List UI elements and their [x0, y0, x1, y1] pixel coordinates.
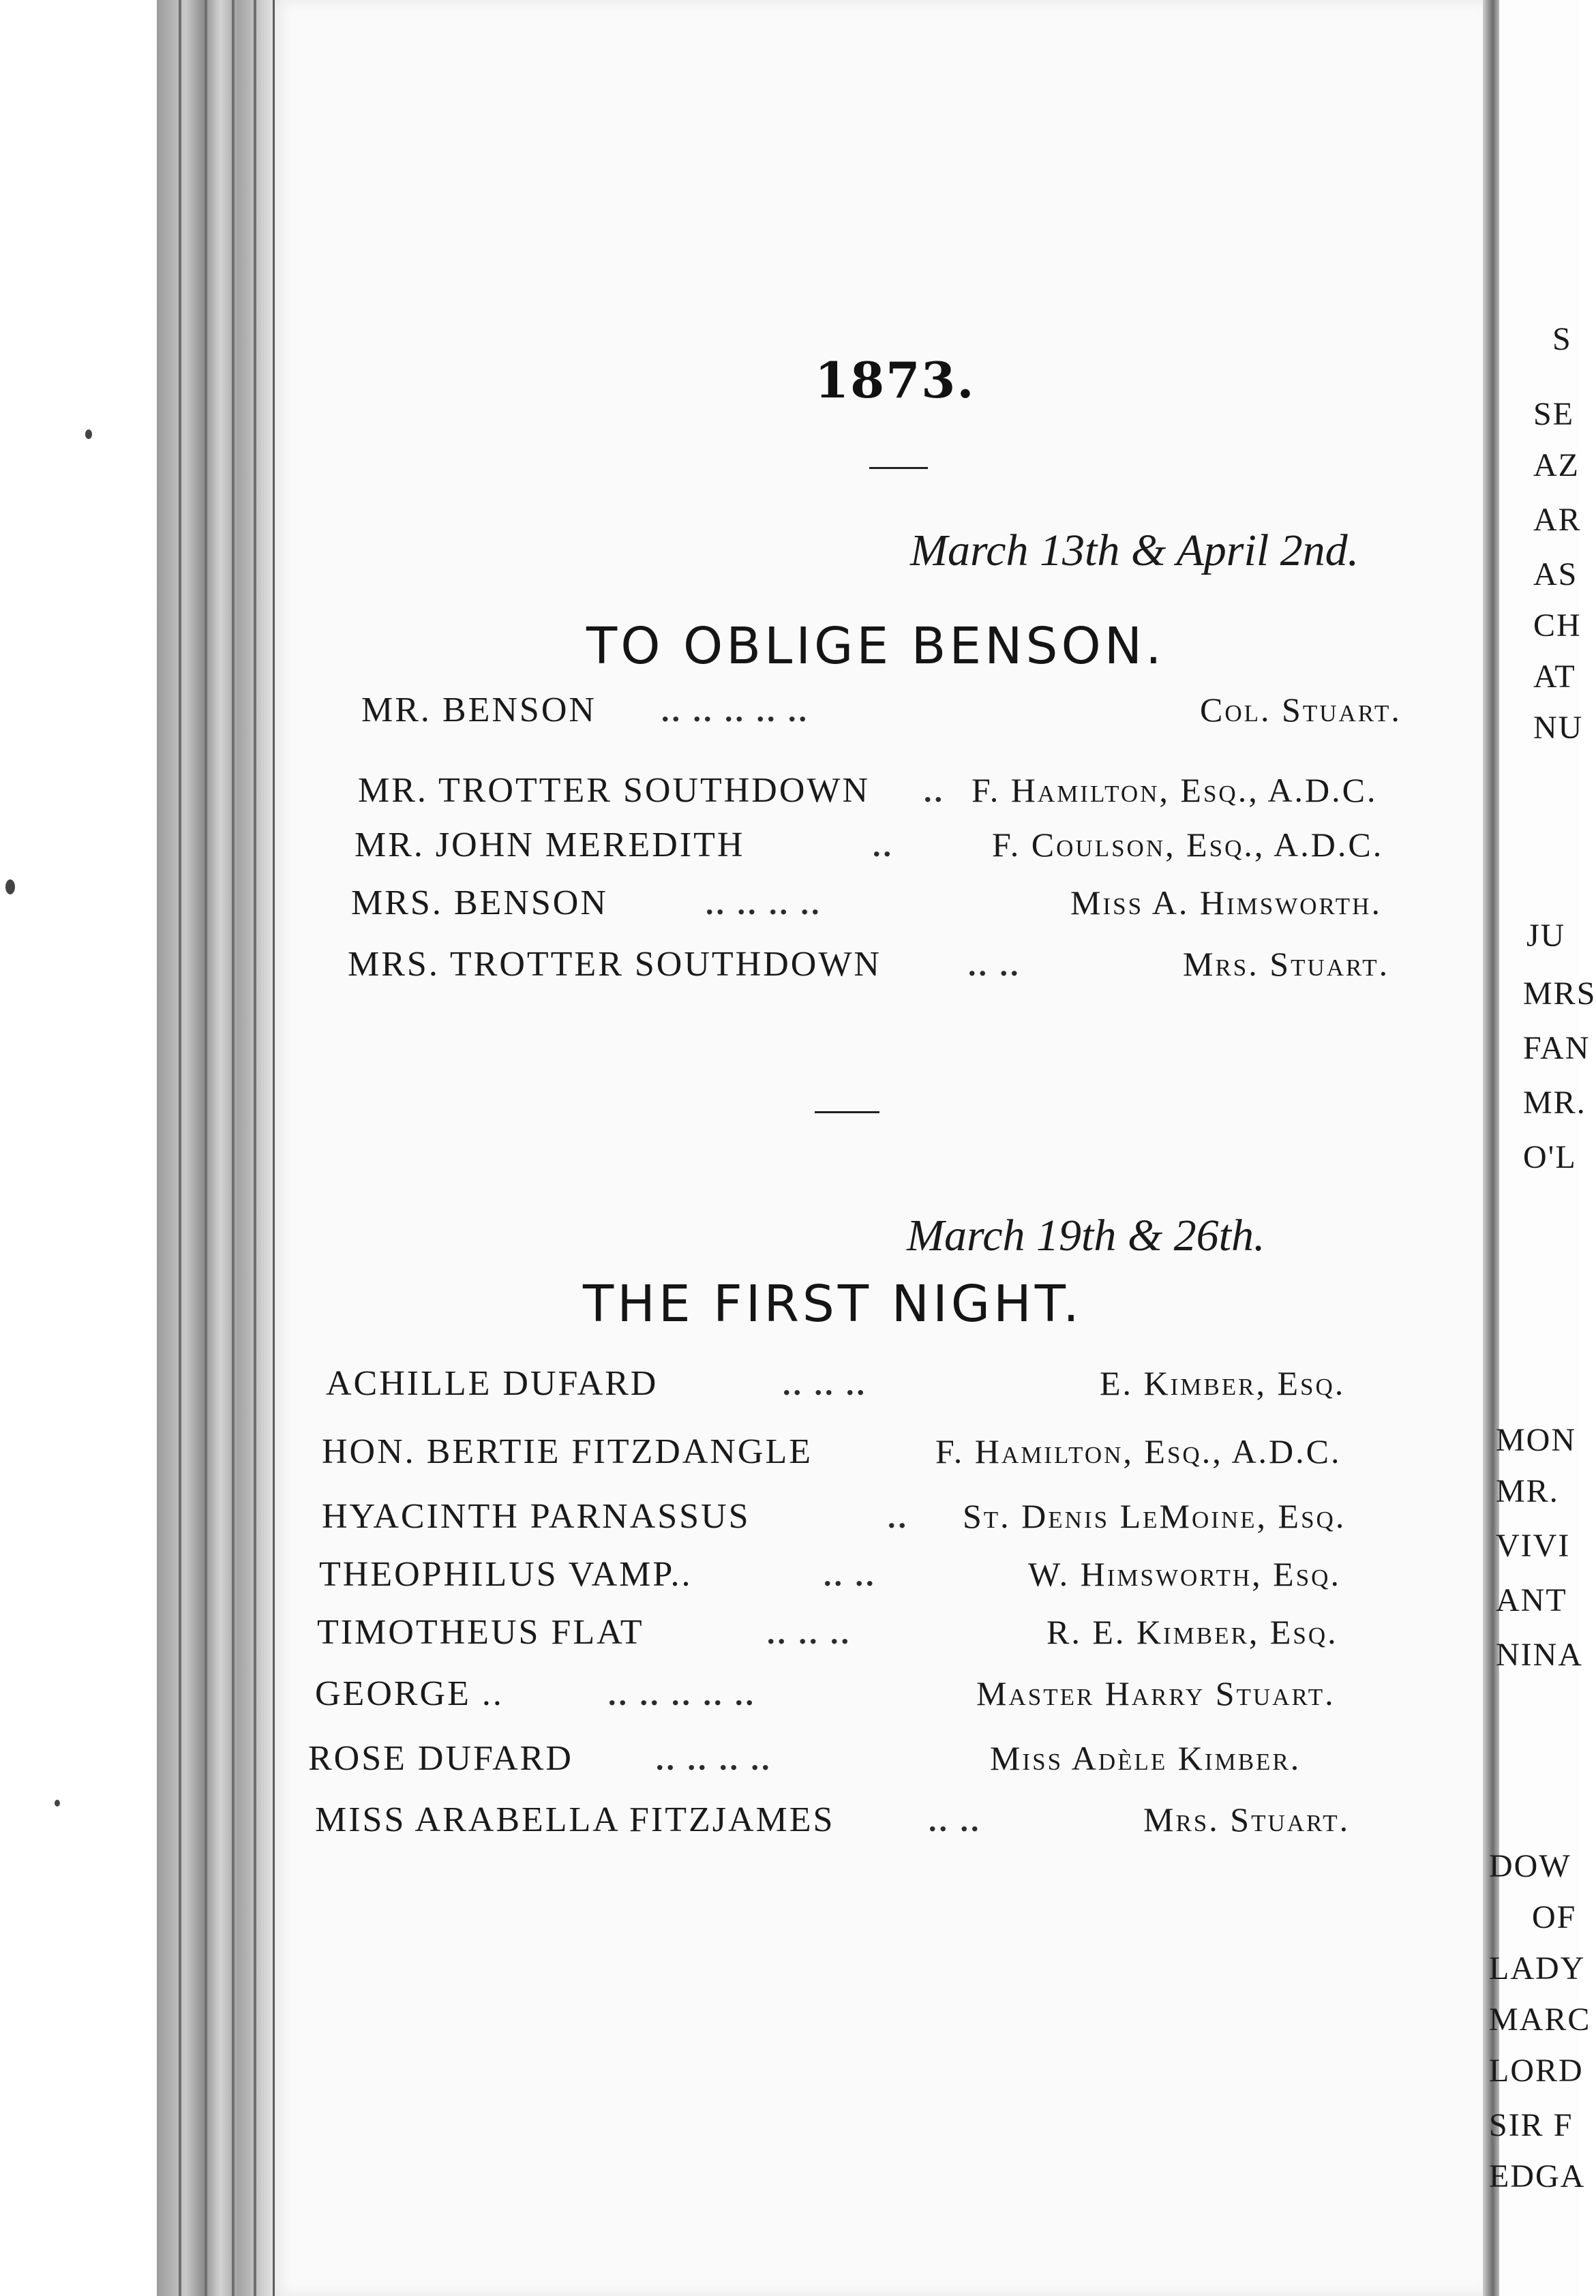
cast-role: MRS. BENSON	[351, 883, 608, 922]
play-2-title: THE FIRST NIGHT.	[583, 1275, 1083, 1333]
cast-role: MR. BENSON	[361, 691, 597, 729]
leader-dots: .. .. ..	[767, 1616, 852, 1650]
play-1-date: March 13th & April 2nd.	[910, 526, 1359, 575]
cast-role: MISS ARABELLA FITZJAMES	[315, 1800, 835, 1839]
leader-dots: .. .. .. .. ..	[661, 693, 809, 728]
facing-page-fragment: NINA	[1496, 1637, 1583, 1673]
facing-page-fragment: AT	[1533, 659, 1576, 695]
facing-page-fragment: MR.	[1496, 1473, 1559, 1509]
facing-page-fragment: FAN	[1523, 1030, 1591, 1066]
facing-page-fragment: SIR F	[1489, 2107, 1574, 2143]
facing-page-fragment: LORD	[1489, 2053, 1584, 2089]
cast-role: ROSE DUFARD	[308, 1739, 573, 1778]
cast-actor: F. Coulson, Esq., A.D.C.	[992, 826, 1384, 864]
leader-dots: .. .. .. ..	[656, 1742, 772, 1777]
leader-dots: .. .. .. ..	[706, 886, 822, 921]
facing-page-fragment: VIVI	[1496, 1528, 1571, 1564]
facing-page-fragment: JU	[1526, 918, 1566, 954]
leader-dots: ..	[888, 1500, 909, 1535]
facing-page-fragment: NU	[1533, 710, 1584, 746]
facing-page-fragment: OF	[1532, 1899, 1577, 1935]
cast-role: MRS. TROTTER SOUTHDOWN	[348, 945, 882, 984]
cast-actor: Miss Adèle Kimber.	[990, 1739, 1301, 1777]
leader-dots: ..	[924, 774, 945, 809]
leader-dots: .. ..	[929, 1803, 982, 1838]
leader-dots: .. ..	[968, 948, 1021, 982]
cast-actor: F. Hamilton, Esq., A.D.C.	[935, 1432, 1342, 1470]
facing-page-fragment: EDGA	[1489, 2158, 1586, 2194]
cast-actor: Mrs. Stuart.	[1183, 945, 1390, 983]
facing-page	[1489, 0, 1596, 2296]
cast-actor: R. E. Kimber, Esq.	[1047, 1613, 1338, 1651]
cast-role: MR. JOHN MEREDITH	[355, 826, 745, 864]
facing-page-fragment: MARC	[1489, 2002, 1591, 2038]
facing-page-fragment: S	[1552, 321, 1572, 357]
facing-page-fragment: AZ	[1533, 447, 1580, 483]
cast-role: HON. BERTIE FITZDANGLE	[322, 1432, 813, 1471]
facing-page-fragment: AS	[1533, 556, 1578, 592]
facing-page-fragment: SE	[1533, 396, 1575, 432]
cast-actor: Master Harry Stuart.	[976, 1674, 1336, 1712]
cast-actor: E. Kimber, Esq.	[1100, 1364, 1346, 1402]
cast-actor: Miss A. Himsworth.	[1070, 883, 1382, 922]
play-1-title: TO OBLIGE BENSON.	[586, 617, 1165, 676]
facing-page-fragment: AR	[1533, 502, 1582, 538]
leader-dots: .. .. .. .. ..	[608, 1677, 756, 1712]
cast-actor: Mrs. Stuart.	[1143, 1800, 1351, 1839]
facing-page-fragment: LADY	[1489, 1950, 1586, 1987]
cast-actor: F. Hamilton, Esq., A.D.C.	[972, 771, 1378, 809]
cast-role: ACHILLE DUFARD	[326, 1364, 659, 1403]
leader-dots: ..	[873, 828, 894, 863]
facing-page-fragment: O'L	[1523, 1139, 1577, 1175]
facing-page-fragment: MRS	[1523, 976, 1596, 1012]
cast-role: THEOPHILUS VAMP..	[319, 1555, 693, 1594]
facing-page-fragment: ANT	[1496, 1582, 1567, 1618]
cast-role: TIMOTHEUS FLAT	[317, 1613, 644, 1652]
cast-actor: Col. Stuart.	[1200, 691, 1402, 729]
facing-page-fragment: MR.	[1523, 1085, 1586, 1121]
facing-page-fragment: DOW	[1489, 1848, 1571, 1884]
leader-dots: .. ..	[824, 1558, 877, 1592]
cast-role: GEORGE ..	[315, 1674, 504, 1713]
page-year-heading: 1873.	[815, 351, 976, 409]
facing-page-fragment: MON	[1496, 1422, 1577, 1458]
leader-dots: .. .. ..	[783, 1367, 867, 1402]
cast-role: MR. TROTTER SOUTHDOWN	[358, 771, 871, 810]
cast-actor: W. Himsworth, Esq.	[1028, 1555, 1341, 1593]
facing-page-fragment: CH	[1533, 607, 1582, 644]
cast-actor: St. Denis LeMoine, Esq.	[963, 1497, 1346, 1535]
play-2-date: March 19th & 26th.	[907, 1211, 1265, 1260]
cast-role: HYACINTH PARNASSUS	[322, 1497, 751, 1536]
